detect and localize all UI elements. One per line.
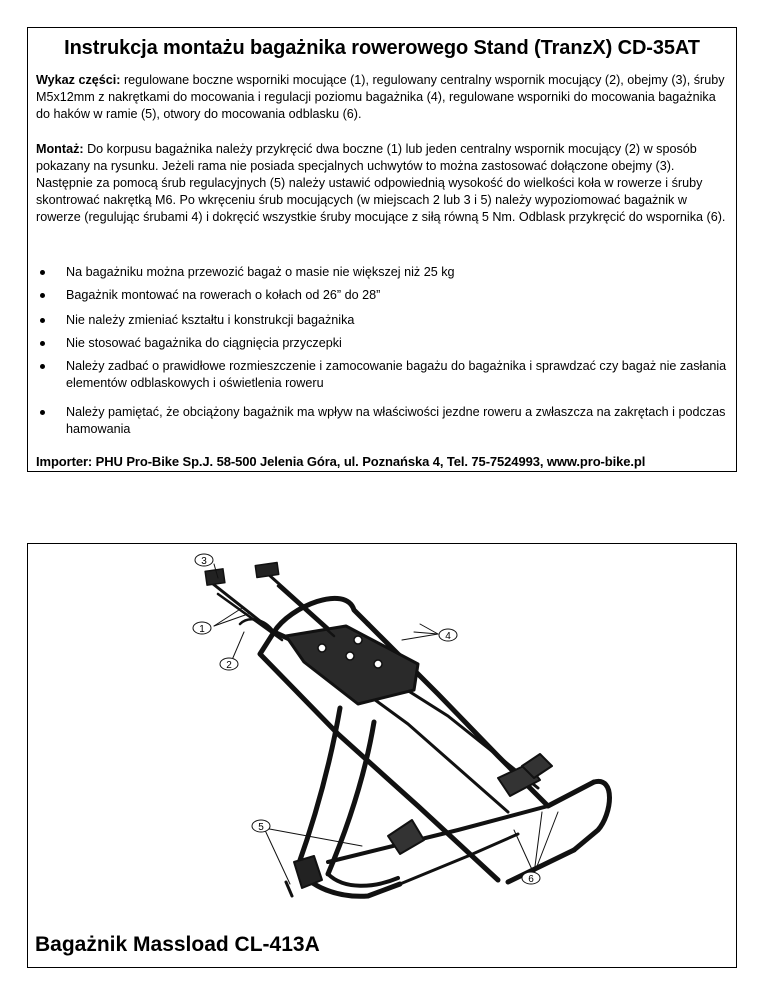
instructions-box xyxy=(27,27,737,472)
callout-5 xyxy=(252,820,270,833)
svg-text:5: 5 xyxy=(258,822,264,833)
svg-text:3: 3 xyxy=(201,556,207,567)
bullet-icon xyxy=(40,364,45,369)
bike-rack-drawing xyxy=(28,544,736,967)
list-item: Bagażnik montować na rowerach o kołach od 26” do 28” xyxy=(36,287,732,312)
figure-box xyxy=(27,543,737,968)
svg-text:4: 4 xyxy=(445,631,451,642)
assembly-paragraph xyxy=(36,141,732,226)
assembly-label: Montaż: xyxy=(36,142,84,156)
callout-3 xyxy=(195,554,213,567)
callout-labels xyxy=(193,554,540,885)
parts-list-paragraph xyxy=(36,72,732,123)
bullet-icon xyxy=(40,341,45,346)
list-item: Należy pamiętać, że obciążony bagażnik ma wpływ na właściwości jezdne roweru a zwłaszcza na zakrętach i podczas hamowania xyxy=(36,404,732,444)
list-item: Nie należy zmieniać kształtu i konstrukcji bagażnika xyxy=(36,312,732,335)
callout-4 xyxy=(439,629,457,642)
bullet-icon xyxy=(40,410,45,415)
page-title: Instrukcja montażu bagażnika rowerowego Stand (TranzX) CD-35AT xyxy=(64,37,700,59)
bullet-icon xyxy=(40,293,45,298)
svg-text:2: 2 xyxy=(226,660,232,671)
svg-text:6: 6 xyxy=(528,874,534,885)
svg-text:1: 1 xyxy=(199,624,205,635)
parts-list-text: regulowane boczne wsporniki mocujące (1), regulowany centralny wspornik mocujący (2), obejmy (3), śruby M5x12mm z nakrętkami do mocowania i regulacji poziomu bagażnika (4), regulowane wsporniki do mocowania bagażnika do haków w ramie (5), otwory do mocowania odblasku (6). xyxy=(36,73,725,121)
importer-line: Importer: PHU Pro-Bike Sp.J. 58-500 Jelenia Góra, ul. Poznańska 4, Tel. 75-7524993, www.pro-bike.pl xyxy=(36,454,646,469)
list-item: Na bagażniku można przewozić bagaż o masie nie większej niż 25 kg xyxy=(36,264,732,287)
callout-1 xyxy=(193,622,211,635)
callout-2 xyxy=(220,658,238,671)
safety-rules-list xyxy=(36,264,732,444)
figure-caption: Bagażnik Massload CL-413A xyxy=(35,933,320,956)
list-item: Nie stosować bagażnika do ciągnięcia przyczepki xyxy=(36,335,732,358)
callout-6 xyxy=(522,872,540,885)
list-item: Należy zadbać o prawidłowe rozmieszczenie i zamocowanie bagażu do bagażnika i sprawdzać czy bagaż nie zasłania elementów odblaskowych i oświetlenia roweru xyxy=(36,358,732,404)
bullet-icon xyxy=(40,270,45,275)
parts-list-label: Wykaz części: xyxy=(36,73,121,87)
assembly-text: Do korpusu bagażnika należy przykręcić dwa boczne (1) lub jeden centralny wspornik mocujący (2) w sposób pokazany na rysunku. Jeżeli rama nie posiada specjalnych uchwytów to można zastosować dołączone obejmy (3). Następnie za pomocą śrub regulacyjnych (5) należy ustawić odpowiednią wysokość do wielkości koła w rowerze i śruby skontrować nakrętką M6. Po wkręceniu śrub mocujących (w miejscach 2 lub 3 i 5) należy wypoziomować bagażnik w rowerze (regulując śrubami 4) i dokręcić wszystkie śruby mocujące z siłą równą 5 Nm. Odblask przykręcić do wspornika (6). xyxy=(36,142,726,224)
bullet-icon xyxy=(40,318,45,323)
